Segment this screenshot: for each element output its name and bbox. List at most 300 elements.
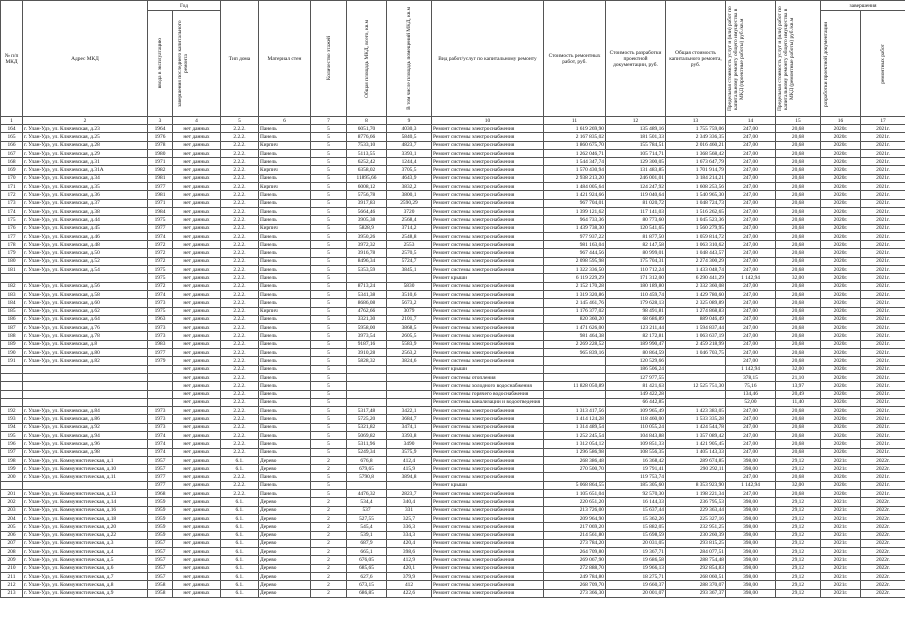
row-number-cell — [1, 481, 23, 489]
limit-repair-cell: 11,40 — [776, 398, 821, 406]
area-living-cell: 3845,1 — [387, 266, 432, 274]
repair-deadline-cell: 2021г. — [861, 382, 905, 390]
area-total-cell: 5069,82 — [347, 431, 387, 439]
cost-works-cell: 264 709,80 — [544, 548, 606, 556]
work-type-cell: Ремонт системы электроснабжения — [432, 556, 544, 564]
floors-cell: 5 — [311, 249, 347, 257]
wall-material-cell: Панель — [259, 440, 311, 448]
row-number-cell: 165 — [1, 133, 23, 141]
row-number-cell: 206 — [1, 531, 23, 539]
limit-design-cell: 398,00 — [726, 539, 776, 547]
cost-total-cell: 1 701 914,79 — [666, 166, 726, 174]
limit-repair-cell: 20,68 — [776, 357, 821, 365]
wall-material-cell: Дерево — [259, 506, 311, 514]
address-cell: г. Улан-Удэ, ул. Коммунистическая, д.3 — [23, 539, 148, 547]
cost-design-cell: 149 422,28 — [606, 390, 666, 398]
limit-repair-cell: 29,12 — [776, 564, 821, 572]
year-repair-cell: нет данных — [173, 174, 221, 182]
area-total-cell: 5341,38 — [347, 290, 387, 298]
area-total-cell: 9187,16 — [347, 340, 387, 348]
wall-material-cell: Панель — [259, 174, 311, 182]
row-number-cell: 202 — [1, 498, 23, 506]
floors-cell: 5 — [311, 415, 347, 423]
cost-works-cell: 269 067,90 — [544, 556, 606, 564]
area-total-cell: 687,9 — [347, 539, 387, 547]
area-total-cell: 5958,00 — [347, 324, 387, 332]
cost-works-cell: 272 888,70 — [544, 564, 606, 572]
cost-design-cell: 92 570,30 — [606, 490, 666, 498]
address-cell — [23, 398, 148, 406]
cost-works-cell — [544, 473, 606, 481]
row-number-cell: 170 — [1, 174, 23, 182]
cost-design-cell: 110 459,74 — [606, 290, 666, 298]
work-type-cell: Ремонт системы электроснабжения — [432, 158, 544, 166]
row-number-cell: 186 — [1, 315, 23, 323]
house-type-cell: 6.1. — [221, 556, 259, 564]
year-built-cell: 1977 — [148, 183, 173, 191]
year-repair-cell: нет данных — [173, 373, 221, 381]
year-repair-cell: нет данных — [173, 249, 221, 257]
limit-repair-cell: 13,97 — [776, 382, 821, 390]
cost-design-cell: 81 877,50 — [606, 232, 666, 240]
cost-design-cell: 19 367,71 — [606, 548, 666, 556]
row-number-cell: 200 — [1, 473, 23, 481]
repair-deadline-cell: 2021г. — [861, 373, 905, 381]
work-type-cell: Ремонт системы электроснабжения — [432, 191, 544, 199]
table-row — [1, 249, 905, 257]
cost-total-cell: 1 357 089,42 — [666, 431, 726, 439]
design-deadline-cell: 2021г. — [821, 548, 861, 556]
table-row — [1, 257, 905, 265]
design-deadline-cell: 2021г. — [821, 556, 861, 564]
table-row — [1, 589, 905, 597]
year-built-cell: 1984 — [148, 207, 173, 215]
year-built-cell: 1959 — [148, 531, 173, 539]
house-type-cell: 2.2.2. — [221, 340, 259, 348]
cost-design-cell: 104 843,88 — [606, 431, 666, 439]
table-row — [1, 506, 905, 514]
row-number-cell — [1, 390, 23, 398]
repair-deadline-cell: 2021г. — [861, 448, 905, 456]
wall-material-cell: Панель — [259, 382, 311, 390]
work-type-cell: Ремонт системы электроснабжения — [432, 440, 544, 448]
row-number-cell: 198 — [1, 456, 23, 464]
year-built-cell: 1971 — [148, 199, 173, 207]
house-type-cell: 2.2.2. — [221, 440, 259, 448]
table-row — [1, 431, 905, 439]
row-number-cell: 178 — [1, 241, 23, 249]
cost-works-cell: 1 860 675,70 — [544, 141, 606, 149]
floors-cell: 5 — [311, 290, 347, 298]
table-row — [1, 390, 905, 398]
work-type-cell: Ремонт системы электроснабжения — [432, 349, 544, 357]
year-built-cell: 1968 — [148, 490, 173, 498]
year-repair-cell: нет данных — [173, 589, 221, 597]
row-number-cell: 196 — [1, 440, 23, 448]
house-type-cell: 6.1. — [221, 539, 259, 547]
house-type-cell: 2.2.2. — [221, 224, 259, 232]
design-deadline-cell: 2020г. — [821, 398, 861, 406]
area-total-cell: 545,4 — [347, 523, 387, 531]
address-cell: г. Улан-Удэ, ул. Коммунистическая, д.5 — [23, 556, 148, 564]
limit-repair-cell: 20,68 — [776, 241, 821, 249]
repair-deadline-cell: 2021г. — [861, 282, 905, 290]
limit-repair-cell: 20,68 — [776, 158, 821, 166]
repair-deadline-cell: 2021г. — [861, 415, 905, 423]
design-deadline-cell: 2020г. — [821, 166, 861, 174]
house-type-cell: 2.2.2. — [221, 299, 259, 307]
address-cell: г. Улан-Удэ, ул. Ключевская, д.54 — [23, 266, 148, 274]
limit-repair-cell: 29,12 — [776, 539, 821, 547]
cost-design-cell: 120 541,65 — [606, 224, 666, 232]
cost-total-cell: 1 274 868,83 — [666, 307, 726, 315]
table-row — [1, 158, 905, 166]
limit-repair-cell: 20,68 — [776, 207, 821, 215]
limit-repair-cell: 29,12 — [776, 589, 821, 597]
cost-design-cell: 19 966,13 — [606, 564, 666, 572]
area-total-cell: 539,1 — [347, 531, 387, 539]
area-total-cell — [347, 390, 387, 398]
table-row — [1, 274, 905, 282]
area-total-cell: 6008,12 — [347, 183, 387, 191]
area-living-cell: 422,6 — [387, 589, 432, 597]
design-deadline-cell: 2021г. — [821, 564, 861, 572]
limit-design-cell: 247,00 — [726, 191, 776, 199]
address-cell: г. Улан-Удэ, ул. Ключевская, д.94 — [23, 431, 148, 439]
year-repair-cell: нет данных — [173, 498, 221, 506]
address-cell: г. Улан-Удэ, ул. Ключевская, д.60 — [23, 299, 148, 307]
wall-material-cell: Панель — [259, 199, 311, 207]
area-living-cell: 3894,8 — [387, 473, 432, 481]
limit-repair-cell: 29,12 — [776, 556, 821, 564]
design-deadline-cell: 2020г. — [821, 431, 861, 439]
cost-design-cell: 16 368,42 — [606, 456, 666, 464]
year-built-cell: 1963 — [148, 315, 173, 323]
design-deadline-cell: 2020г. — [821, 407, 861, 415]
cost-total-cell: 1 048 724,73 — [666, 199, 726, 207]
year-built-cell: 1977 — [148, 473, 173, 481]
col-floors-header: Количество этажей — [311, 1, 347, 117]
cost-works-cell: 1 544 347,74 — [544, 158, 606, 166]
work-type-cell: Ремонт системы электроснабжения — [432, 149, 544, 157]
cost-works-cell: 981 163,04 — [544, 241, 606, 249]
limit-design-cell: 247,00 — [726, 232, 776, 240]
cost-total-cell: 284 077,51 — [666, 548, 726, 556]
col-limit-2-header: Предельная стоимость услуг и (или) работ по капитальному ремонту общего имущества в МКД (ремонтные работы) руб./кв.м — [776, 1, 821, 117]
design-deadline-cell: 2021г. — [821, 465, 861, 473]
cost-design-cell: 68 686,89 — [606, 315, 666, 323]
col-cost-total-header: Общая стоимость капитального ремонта, руб. — [666, 1, 726, 117]
address-cell: г. Улан-Удэ, ул. Ключевская, д.48 — [23, 241, 148, 249]
design-deadline-cell: 2020г. — [821, 133, 861, 141]
year-repair-cell: нет данных — [173, 423, 221, 431]
year-built-cell: 1977 — [148, 481, 173, 489]
row-number-cell: 208 — [1, 548, 23, 556]
area-total-cell: 537 — [347, 506, 387, 514]
area-living-cell: 1244,4 — [387, 158, 432, 166]
house-type-cell: 2.2.2. — [221, 398, 259, 406]
year-repair-cell: нет данных — [173, 299, 221, 307]
floors-cell: 5 — [311, 183, 347, 191]
limit-design-cell: 247,00 — [726, 448, 776, 456]
design-deadline-cell: 2020г. — [821, 324, 861, 332]
cost-total-cell: 1 424 544,78 — [666, 423, 726, 431]
year-built-cell: 1974 — [148, 232, 173, 240]
limit-repair-cell: 20,68 — [776, 490, 821, 498]
limit-design-cell: 247,00 — [726, 407, 776, 415]
limit-design-cell: 247,00 — [726, 490, 776, 498]
area-total-cell: 627,6 — [347, 573, 387, 581]
area-total-cell: 527,55 — [347, 514, 387, 522]
repair-deadline-cell: 2021г. — [861, 232, 905, 240]
year-repair-cell: нет данных — [173, 257, 221, 265]
limit-repair-cell: 20,68 — [776, 415, 821, 423]
house-type-cell: 6.1. — [221, 573, 259, 581]
repair-deadline-cell: 2021г. — [861, 357, 905, 365]
area-living-cell: 2605,5 — [387, 332, 432, 340]
column-number-cell: 7 — [311, 117, 347, 125]
cost-design-cell: 118 460,00 — [606, 415, 666, 423]
limit-repair-cell: 29,12 — [776, 514, 821, 522]
limit-design-cell: 247,00 — [726, 174, 776, 182]
cost-works-cell: 964 733,36 — [544, 216, 606, 224]
cost-total-cell: 1 516 262,65 — [666, 207, 726, 215]
floors-cell: 5 — [311, 216, 347, 224]
cost-works-cell: 1 314 489,54 — [544, 423, 606, 431]
area-total-cell: 6051,70 — [347, 125, 387, 133]
house-type-cell: 2.2.2. — [221, 373, 259, 381]
area-living-cell: 3490 — [387, 440, 432, 448]
address-cell: г. Улан-Удэ, ул. Коммунистическая, д.6 — [23, 564, 148, 572]
address-cell: г. Улан-Удэ, ул. Коммунистическая, д.13 — [23, 490, 148, 498]
work-type-cell: Ремонт системы электроснабжения — [432, 548, 544, 556]
house-type-cell: 6.1. — [221, 456, 259, 464]
area-total-cell: 5311,96 — [347, 440, 387, 448]
work-type-cell: Ремонт системы электроснабжения — [432, 241, 544, 249]
year-built-cell: 1958 — [148, 589, 173, 597]
table-row — [1, 465, 905, 473]
year-repair-cell: нет данных — [173, 456, 221, 464]
limit-repair-cell: 21,10 — [776, 373, 821, 381]
year-repair-cell: нет данных — [173, 548, 221, 556]
address-cell: г. Улан-Удэ, ул. Коммунистическая, д.22 — [23, 531, 148, 539]
year-repair-cell: нет данных — [173, 340, 221, 348]
limit-repair-cell: 20,68 — [776, 232, 821, 240]
address-cell: г. Улан-Удэ, ул. Ключевская, д.92 — [23, 423, 148, 431]
table-row — [1, 207, 905, 215]
wall-material-cell: Панель — [259, 448, 311, 456]
row-number-cell — [1, 373, 23, 381]
limit-design-cell: 247,00 — [726, 158, 776, 166]
row-number-cell: 194 — [1, 423, 23, 431]
column-number-cell: 9 — [387, 117, 432, 125]
limit-design-cell: 247,00 — [726, 415, 776, 423]
table-row — [1, 373, 905, 381]
limit-design-cell: 247,00 — [726, 257, 776, 265]
area-living-cell: 5583,9 — [387, 340, 432, 348]
wall-material-cell: Панель — [259, 299, 311, 307]
floors-cell: 2 — [311, 506, 347, 514]
repair-deadline-cell: 2021г. — [861, 224, 905, 232]
year-built-cell: 1973 — [148, 332, 173, 340]
year-repair-cell: нет данных — [173, 224, 221, 232]
work-type-cell: Ремонт системы электроснабжения — [432, 224, 544, 232]
year-repair-cell: нет данных — [173, 407, 221, 415]
year-repair-cell: нет данных — [173, 581, 221, 589]
limit-design-cell: 52,00 — [726, 398, 776, 406]
work-type-cell: Ремонт системы электроснабжения — [432, 423, 544, 431]
work-type-cell: Ремонт системы электроснабжения — [432, 307, 544, 315]
year-built-cell: 1982 — [148, 166, 173, 174]
year-built-cell: 1975 — [148, 307, 173, 315]
wall-material-cell: Панель — [259, 125, 311, 133]
cost-design-cell: 110 055,24 — [606, 423, 666, 431]
floors-cell: 5 — [311, 266, 347, 274]
limit-design-cell: 247,00 — [726, 216, 776, 224]
limit-repair-cell: 20,68 — [776, 149, 821, 157]
column-number-cell: 8 — [347, 117, 387, 125]
row-number-cell: 209 — [1, 556, 23, 564]
cost-total-cell: 1 368 568,42 — [666, 149, 726, 157]
house-type-cell: 6.1. — [221, 564, 259, 572]
table-row — [1, 232, 905, 240]
cost-total-cell: 2 274 300,29 — [666, 257, 726, 265]
year-repair-cell: нет данных — [173, 266, 221, 274]
repair-deadline-cell: 2022г. — [861, 589, 905, 597]
area-living-cell: 325,7 — [387, 514, 432, 522]
cost-design-cell: 105 714,71 — [606, 149, 666, 157]
year-built-cell: 1957 — [148, 465, 173, 473]
work-type-cell: Ремонт системы электроснабжения — [432, 589, 544, 597]
wall-material-cell: Панель — [259, 390, 311, 398]
cost-design-cell: 15 637,44 — [606, 506, 666, 514]
column-number-cell: 16 — [821, 117, 861, 125]
cost-total-cell: 293 367,37 — [666, 589, 726, 597]
repair-deadline-cell: 2021г. — [861, 207, 905, 215]
house-type-cell: 2.2.2. — [221, 324, 259, 332]
house-type-cell: 2.2.2. — [221, 349, 259, 357]
design-deadline-cell: 2020г. — [821, 224, 861, 232]
repair-deadline-cell: 2021г. — [861, 307, 905, 315]
area-total-cell: 3917,83 — [347, 199, 387, 207]
cost-total-cell — [666, 473, 726, 481]
year-built-cell: 1977 — [148, 349, 173, 357]
floors-cell: 5 — [311, 315, 347, 323]
area-living-cell — [387, 365, 432, 373]
cost-works-cell: 1 322 336,50 — [544, 266, 606, 274]
address-cell: г. Улан-Удэ, ул. Ключевская, д.35 — [23, 183, 148, 191]
row-number-cell: 177 — [1, 232, 23, 240]
area-living-cell: 3474,1 — [387, 423, 432, 431]
house-type-cell: 6.1. — [221, 531, 259, 539]
limit-design-cell: 398,00 — [726, 456, 776, 464]
design-deadline-cell: 2020г. — [821, 199, 861, 207]
area-living-cell: 4030,3 — [387, 125, 432, 133]
house-type-cell: 2.2.2. — [221, 133, 259, 141]
repair-deadline-cell: 2021г. — [861, 249, 905, 257]
year-repair-cell: нет данных — [173, 349, 221, 357]
area-total-cell: 676,8 — [347, 456, 387, 464]
year-built-cell — [148, 365, 173, 373]
area-total-cell: 8496,34 — [347, 257, 387, 265]
area-living-cell — [387, 373, 432, 381]
work-type-cell: Ремонт системы электроснабжения — [432, 357, 544, 365]
house-type-cell: 2.2.2. — [221, 307, 259, 315]
col-cost-works-header: Стоимость ремонтных работ, руб. — [544, 1, 606, 117]
cost-works-cell — [544, 365, 606, 373]
repair-deadline-cell: 2021г. — [861, 407, 905, 415]
wall-material-cell: Панель — [259, 249, 311, 257]
cost-total-cell: 292 854,83 — [666, 564, 726, 572]
limit-design-cell: 398,00 — [726, 581, 776, 589]
year-repair-cell: нет данных — [173, 440, 221, 448]
table-row — [1, 266, 905, 274]
limit-design-cell: 247,00 — [726, 133, 776, 141]
work-type-cell: Ремонт системы электроснабжения — [432, 581, 544, 589]
design-deadline-cell: 2020г. — [821, 241, 861, 249]
area-living-cell: 2553 — [387, 241, 432, 249]
repair-deadline-cell: 2022г. — [861, 539, 905, 547]
wall-material-cell: Панель — [259, 481, 311, 489]
cost-works-cell: 217 069,20 — [544, 523, 606, 531]
year-repair-cell: нет данных — [173, 141, 221, 149]
floors-cell: 5 — [311, 324, 347, 332]
row-number-cell: 176 — [1, 224, 23, 232]
address-cell: г. Улан-Удэ, ул. Ключевская, д.52 — [23, 257, 148, 265]
wall-material-cell: Панель — [259, 191, 311, 199]
row-number-cell: 168 — [1, 158, 23, 166]
column-number-cell: 1 — [1, 117, 23, 125]
house-type-cell: 2.2.2. — [221, 431, 259, 439]
address-cell: г. Улан-Удэ, ул. Ключевская, д.84 — [23, 407, 148, 415]
area-total-cell: 5317,48 — [347, 407, 387, 415]
area-total-cell: 5756,78 — [347, 191, 387, 199]
cost-works-cell: 967 444,56 — [544, 249, 606, 257]
area-living-cell — [387, 390, 432, 398]
wall-material-cell: Панель — [259, 149, 311, 157]
table-row — [1, 290, 905, 298]
floors-cell: 5 — [311, 473, 347, 481]
area-living-cell: 5830 — [387, 282, 432, 290]
repair-deadline-cell: 2021г. — [861, 481, 905, 489]
floors-cell: 5 — [311, 224, 347, 232]
year-repair-cell: нет данных — [173, 514, 221, 522]
col-limit-1-header: Предельная стоимость услуг и (или) работ по капитальному ремонту общего имущества в МКД (проектные работы) руб./кв.м — [726, 1, 776, 117]
cost-total-cell: 268 060,51 — [666, 573, 726, 581]
cost-total-cell: 1 533 335,28 — [666, 415, 726, 423]
limit-repair-cell: 20,68 — [776, 423, 821, 431]
limit-design-cell: 247,00 — [726, 266, 776, 274]
address-cell: г. Улан-Удэ, ул. Коммунистическая, д.4 — [23, 548, 148, 556]
cost-design-cell: 19 686,58 — [606, 556, 666, 564]
area-total-cell: 5664,46 — [347, 207, 387, 215]
cost-total-cell: 1 063 637,19 — [666, 332, 726, 340]
house-type-cell: 2.2.2. — [221, 415, 259, 423]
column-number-cell: 15 — [776, 117, 821, 125]
cost-total-cell: 232 951,25 — [666, 523, 726, 531]
year-repair-cell: нет данных — [173, 556, 221, 564]
work-type-cell: Ремонт системы электроснабжения — [432, 174, 544, 182]
row-number-cell: 191 — [1, 357, 23, 365]
year-repair-cell: нет данных — [173, 390, 221, 398]
area-living-cell: 3824,6 — [387, 357, 432, 365]
limit-design-cell: 378,15 — [726, 373, 776, 381]
work-type-cell: Ремонт системы электроснабжения — [432, 340, 544, 348]
wall-material-cell: Панель — [259, 340, 311, 348]
cost-design-cell: 80 999,01 — [606, 249, 666, 257]
repair-deadline-cell: 2021г. — [861, 174, 905, 182]
repair-deadline-cell: 2022г. — [861, 514, 905, 522]
